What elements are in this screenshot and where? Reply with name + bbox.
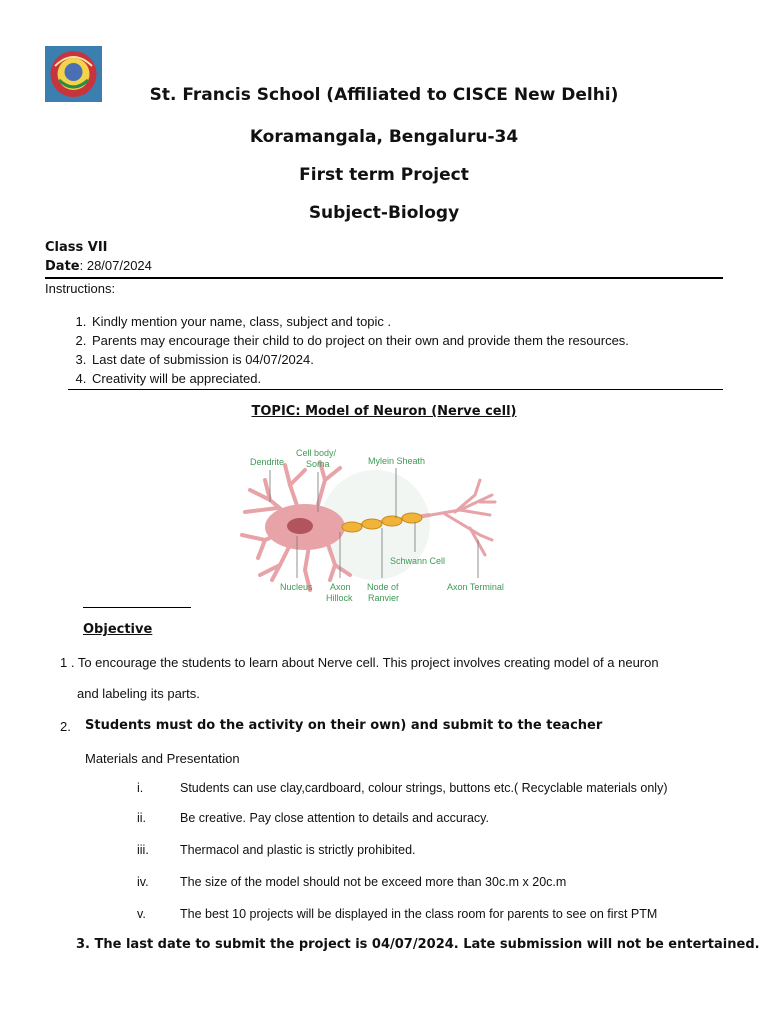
objective-point-3: 3. The last date to submit the project is 04/07/2024. Late submission will not be entertained. <box>76 937 760 952</box>
instruction-item: 3. Last date of submission is 04/07/2024. <box>90 350 629 369</box>
label-soma: Soma <box>306 459 330 469</box>
materials-item-text: The size of the model should not be exceed more than 30c.m x 20c.m <box>180 875 567 889</box>
objective-point-1: 1 . To encourage the students to learn about Nerve cell. This project involves creating model of a neuron <box>60 655 659 670</box>
date-label: Date <box>45 259 80 274</box>
materials-item-num: ii. <box>137 811 147 825</box>
subject-title: Subject-Biology <box>308 203 460 223</box>
divider-top <box>45 277 723 279</box>
class-label: Class VII <box>45 240 108 255</box>
nucleus <box>287 518 313 534</box>
instruction-item: 4. Creativity will be appreciated. <box>90 369 629 388</box>
materials-heading: Materials and Presentation <box>85 751 240 766</box>
axon-terminal <box>425 480 495 555</box>
objective-point-2: Students must do the activity on their own) and submit to the teacher <box>85 718 603 733</box>
label-hillock: Hillock <box>326 593 353 603</box>
date-line <box>45 258 152 274</box>
materials-item-num: i. <box>137 781 144 795</box>
date-value: : 28/07/2024 <box>79 258 152 273</box>
neuron-diagram <box>230 440 520 610</box>
objective-heading: Objective <box>83 622 153 637</box>
materials-item-num: v. <box>137 907 146 921</box>
project-title: First term Project <box>299 165 469 185</box>
instructions-list <box>45 312 629 388</box>
label-nucleus: Nucleus <box>280 582 313 592</box>
label-cell-body: Cell body/ <box>296 448 337 458</box>
materials-item-text: Be creative. Pay close attention to details and accuracy. <box>180 811 489 825</box>
materials-item-text: Students can use clay,cardboard, colour strings, buttons etc.( Recyclable materials only) <box>180 781 668 795</box>
school-address: Koramangala, Bengaluru-34 <box>249 127 519 147</box>
objective-separator <box>83 607 191 608</box>
label-schwann-cell: Schwann Cell <box>390 556 446 566</box>
materials-item-num: iii. <box>137 843 149 857</box>
school-name: St. Francis School (Affiliated to CISCE New Delhi) <box>149 85 619 105</box>
topic-title: TOPIC: Model of Neuron (Nerve cell) <box>251 404 517 419</box>
label-axon: Axon <box>330 582 351 592</box>
materials-item-text: The best 10 projects will be displayed in the class room for parents to see on first PTM <box>180 907 658 921</box>
instruction-item: 1. Kindly mention your name, class, subject and topic . <box>90 312 629 331</box>
label-dendrite: Dendrite <box>250 457 285 467</box>
materials-item-text: Thermacol and plastic is strictly prohibited. <box>180 843 416 857</box>
instructions-heading: Instructions: <box>45 281 116 296</box>
objective-point-2-num: 2. <box>60 719 71 734</box>
materials-item-num: iv. <box>137 875 149 889</box>
instruction-item: 2. Parents may encourage their child to do project on their own and provide them the resources. <box>90 331 629 350</box>
label-ranvier: Ranvier <box>368 593 400 603</box>
objective-point-1-cont: and labeling its parts. <box>77 686 200 701</box>
label-node-of: Node of <box>367 582 399 592</box>
divider-bottom <box>68 389 723 390</box>
label-axon-terminal: Axon Terminal <box>447 582 504 592</box>
label-myelin-sheath: Mylein Sheath <box>368 456 426 466</box>
